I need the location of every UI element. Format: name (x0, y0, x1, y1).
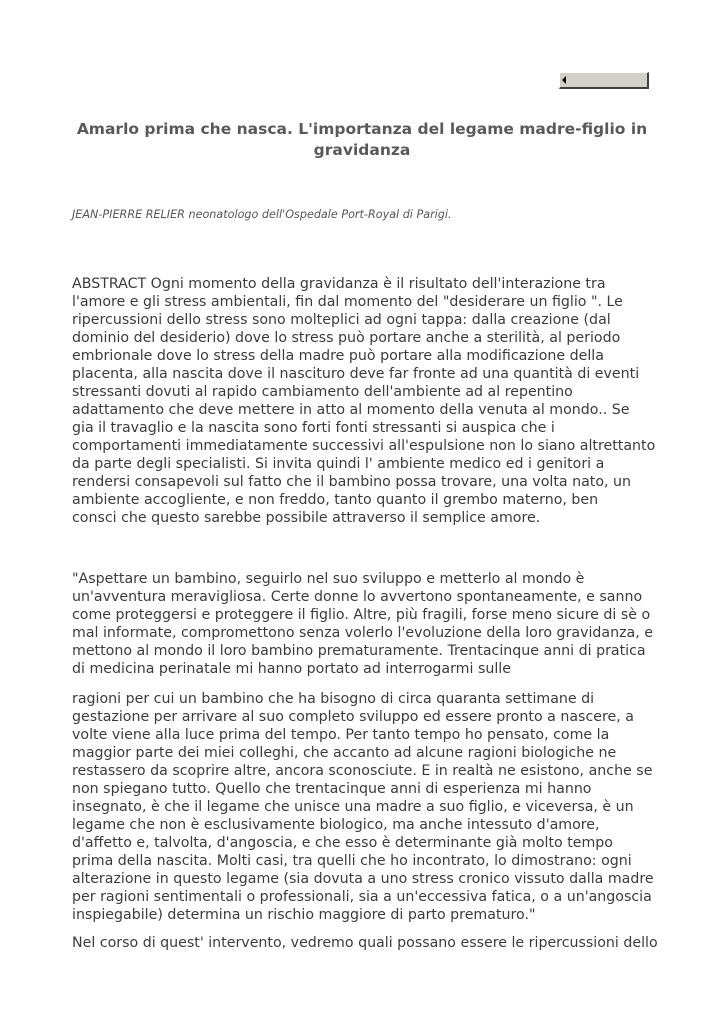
text-line: Nel corso di quest' intervento, vedremo quali possano essere le ripercussioni dello (72, 935, 658, 951)
text-line: l'amore e gli stress ambientali, fin dal momento del "desiderare un figlio ". Le (72, 294, 623, 310)
text-line: gestazione per arrivare al suo completo sviluppo ed essere pronto a nascere, a (72, 709, 634, 725)
text-line: ripercussioni dello stress sono molteplici ad ogni tappa: dalla creazione (dal (72, 312, 611, 328)
text-line: embrionale dove lo stress della madre può portare alla modificazione della (72, 348, 604, 364)
text-line: da parte degli specialisti. Si invita quindi l' ambiente medico ed i genitori a (72, 456, 605, 472)
navigation-scroll-button[interactable] (559, 72, 649, 89)
abstract-paragraph (72, 275, 672, 527)
text-line: di medicina perinatale mi hanno portato ad interrogarmi sulle (72, 661, 511, 677)
text-line: comportamenti immediatamente successivi all'espulsione non lo siano altrettanto (72, 438, 656, 454)
document-title (72, 119, 652, 161)
quote-paragraph (72, 570, 672, 678)
text-line: d'affetto e, talvolta, d'angoscia, e che esso è determinante già molto tempo (72, 835, 613, 851)
text-line: un'avventura meravigliosa. Certe donne lo avvertono spontaneamente, e sanno (72, 589, 643, 605)
text-line: dominio del desiderio) dove lo stress può portare anche a sterilità, al periodo (72, 330, 621, 346)
text-line: come proteggersi e proteggere il figlio. Altre, più fragili, forse meno sicure di sè o (72, 607, 651, 623)
text-line: restassero da scoprire altre, ancora sconosciute. E in realtà ne esistono, anche se (72, 763, 653, 779)
text-line: per ragioni sentimentali o professionali, sia a un'eccessiva fatica, o a un'angoscia (72, 889, 652, 905)
author-line: JEAN-PIERRE RELIER neonatologo dell'Ospedale Port-Royal di Parigi. (72, 208, 452, 221)
text-line: rendersi consapevoli sul fatto che il bambino possa trovare, una volta nato, un (72, 474, 632, 490)
text-line: volte viene alla luce prima del tempo. Per tanto tempo ho pensato, come la (72, 727, 610, 743)
text-line: placenta, alla nascita dove il nascituro deve far fronte ad una quantità di eventi (72, 366, 640, 382)
text-line: alterazione in questo legame (sia dovuta a uno stress cronico vissuto dalla madre (72, 871, 654, 887)
arrow-left-icon[interactable] (562, 76, 566, 84)
text-line: legame che non è esclusivamente biologico, ma anche intessuto d'amore, (72, 817, 600, 833)
text-line: mal informate, compromettono senza volerlo l'evoluzione della loro gravidanza, e (72, 625, 653, 641)
text-line: stressanti dovuti al rapido cambiamento dell'ambiente ad al repentino (72, 384, 573, 400)
text-line: ABSTRACT Ogni momento della gravidanza è il risultato dell'interazione tra (72, 276, 606, 292)
text-line: ragioni per cui un bambino che ha bisogno di circa quaranta settimane di (72, 691, 595, 707)
text-line: maggior parte dei miei colleghi, che accanto ad alcune ragioni biologiche ne (72, 745, 617, 761)
text-line: "Aspettare un bambino, seguirlo nel suo sviluppo e metterlo al mondo è (72, 571, 585, 587)
title-line: gravidanza (313, 141, 411, 159)
text-line: mettono al mondo il loro bambino prematuramente. Trentacinque anni di pratica (72, 643, 646, 659)
closing-paragraph (72, 934, 672, 952)
text-line: non spiegano tutto. Quello che trentacinque anni di esperienza mi hanno (72, 781, 592, 797)
body-paragraph (72, 690, 672, 924)
text-line: consci che questo sarebbe possibile attraverso il semplice amore. (72, 510, 541, 526)
text-line: ambiente accogliente, e non freddo, tanto quanto il grembo materno, ben (72, 492, 599, 508)
text-line: gia il travaglio e la nascita sono forti fonti stressanti si auspica che i (72, 420, 555, 436)
title-line: Amarlo prima che nasca. L'importanza del legame madre-figlio in (76, 120, 648, 138)
text-line: prima della nascita. Molti casi, tra quelli che ho incontrato, lo dimostrano: ogni (72, 853, 632, 869)
text-line: inspiegabile) determina un rischio maggiore di parto prematuro." (72, 907, 536, 923)
text-line: insegnato, è che il legame che unisce una madre a suo figlio, e viceversa, è un (72, 799, 634, 815)
text-line: adattamento che deve mettere in atto al momento della venuta al mondo.. Se (72, 402, 630, 418)
